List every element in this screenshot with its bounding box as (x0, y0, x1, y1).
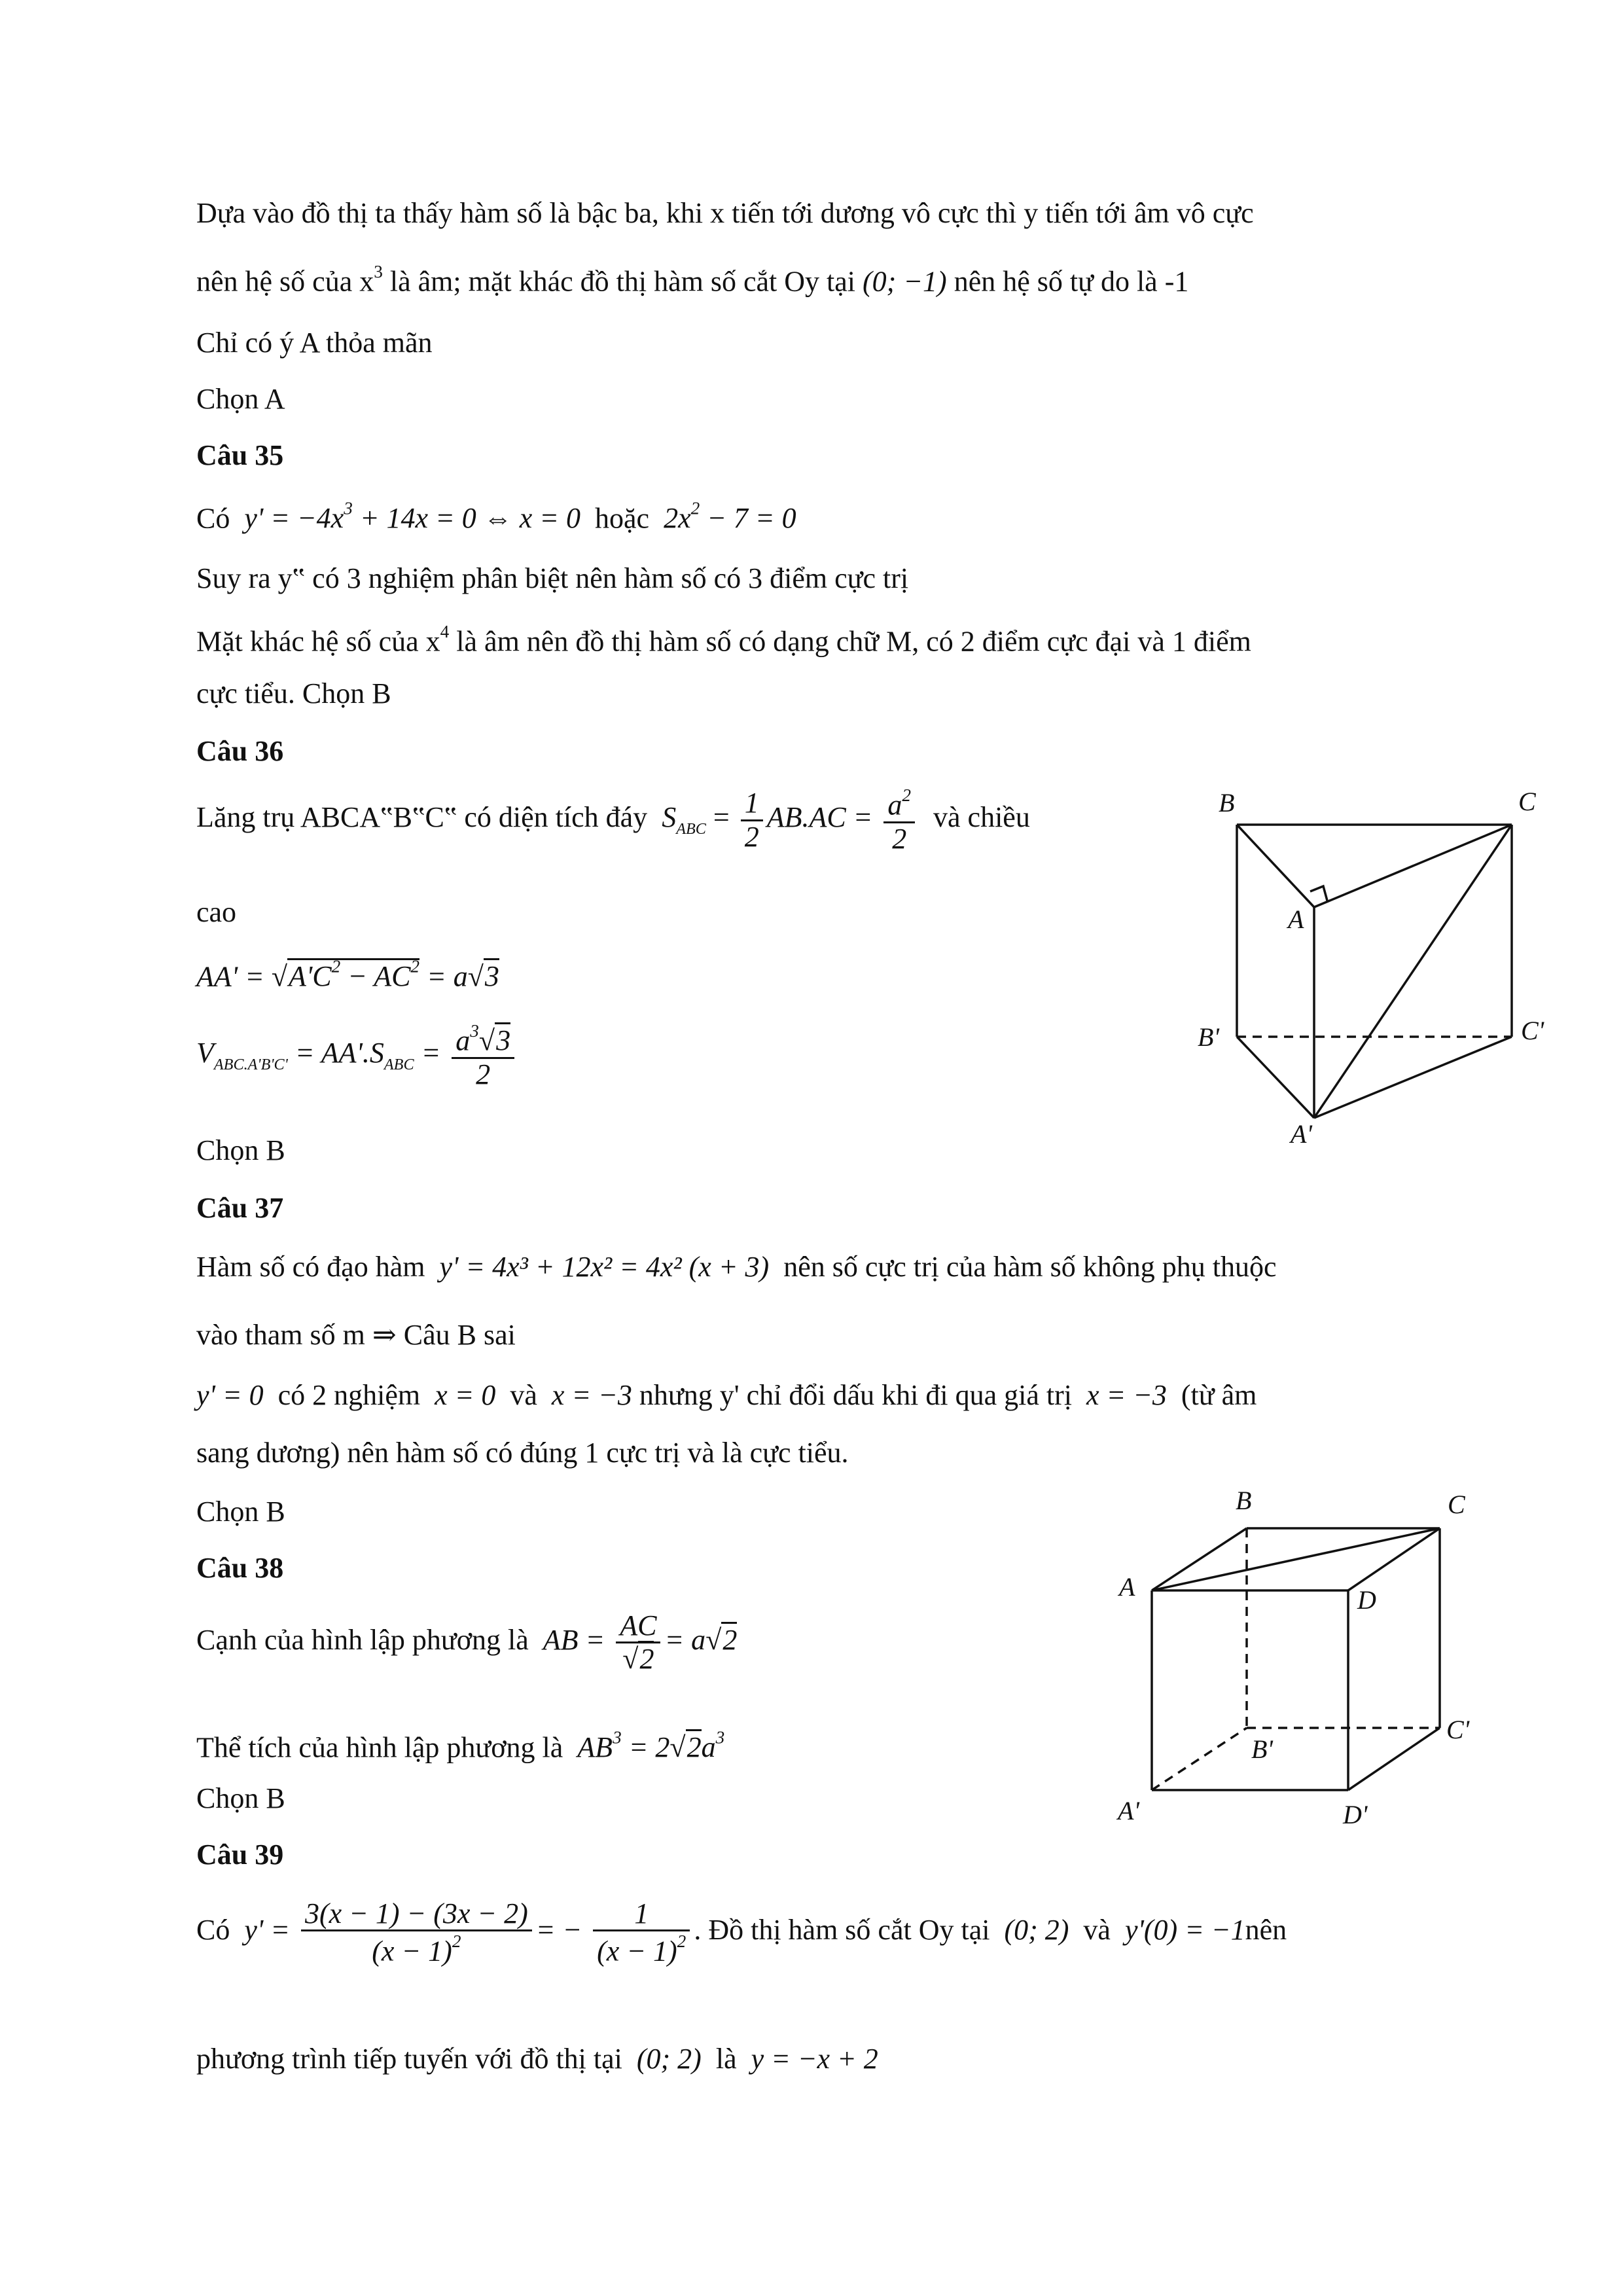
q37-line-4: sang dương) nên hàm số có đúng 1 cực trị và là cực tiểu. (196, 1437, 849, 1469)
label-A-prime: A' (1291, 1119, 1312, 1145)
q37-line-2: vào tham số m ⇒ Câu B sai (196, 1319, 516, 1351)
q35-line-3: Mặt khác hệ số của $x^4$ là âm nên đồ thị hàm số có dạng chữ M, có 2 điểm cực đại và 1 điểm (196, 622, 1251, 658)
q36-height-formula: $AA' = √A'C^2 - AC^2 = a√3$ (196, 957, 499, 993)
label-B: B (1236, 1486, 1252, 1515)
q38-choose: Chọn B (196, 1782, 285, 1814)
q38-title: Câu 38 (196, 1552, 284, 1584)
label-C-prime: C' (1521, 1016, 1544, 1045)
edge-BA (1237, 825, 1314, 907)
q35-line-4: cực tiểu. Chọn B (196, 677, 391, 709)
label-C: C (1448, 1490, 1465, 1519)
edge-A'C' (1314, 1037, 1512, 1118)
prism-figure (1191, 779, 1558, 1145)
label-C-prime: C' (1446, 1715, 1470, 1744)
q36-line-2: cao (196, 896, 237, 928)
q38-line-1: Cạnh của hình lập phương là AB = $\frac{AC}{√2}$ = a√2 (196, 1609, 738, 1676)
label-A: A (1119, 1572, 1135, 1602)
edge-B'A' (1237, 1037, 1314, 1118)
label-D-prime: D' (1343, 1800, 1368, 1829)
label-B: B (1219, 788, 1235, 817)
q35-line-2: Suy ra y‟ có 3 nghiệm phân biệt nên hàm số có 3 điểm cực trị (196, 562, 909, 594)
intro-choose: Chọn A (196, 383, 285, 415)
q37-choose: Chọn B (196, 1496, 285, 1528)
right-angle-mark (1310, 886, 1327, 901)
edge-AC (1314, 825, 1512, 907)
label-C: C (1518, 787, 1536, 816)
q39-title: Câu 39 (196, 1839, 284, 1871)
intro-line-3: Chỉ có ý A thỏa mãn (196, 327, 433, 359)
label-B-prime: B' (1251, 1734, 1273, 1764)
q39-line-2: phương trình tiếp tuyến với đồ thị tại (0; 2) là y = −x + 2 (196, 2043, 878, 2075)
q36-choose: Chọn B (196, 1134, 285, 1166)
q36-line-1: Lăng trụ ABCA‟B‟C‟ có diện tích đáy $S_{ABC}$ = $\frac{1}{2}$ AB.AC = $\frac{a^2}{2}$ và chiều (196, 785, 1030, 855)
q37-line-1: Hàm số có đạo hàm y' = 4x³ + 12x² = 4x² (x + 3) nên số cực trị của hàm số không phụ thuộc (196, 1251, 1277, 1283)
q37-title: Câu 37 (196, 1192, 284, 1224)
q38-line-2: Thể tích của hình lập phương là $AB^3 = 2√2a^3$ (196, 1728, 725, 1764)
label-D: D (1357, 1585, 1376, 1615)
q37-line-3: y' = 0 có 2 nghiệm x = 0 và x = −3 nhưng y' chỉ đổi dấu khi đi qua giá trị x = −3 (từ âm (196, 1379, 1257, 1411)
diagonal-A'C (1314, 825, 1512, 1118)
intro-line-1: Dựa vào đồ thị ta thấy hàm số là bậc ba, khi x tiến tới dương vô cực thì y tiến tới âm vô cực (196, 197, 1254, 229)
q39-line-1: Có y' = $\frac{3(x - 1) - (3x - 2)}{(x - 1)^2}$ = − $\frac{1}{(x - 1)^2}$ . Đồ thị hàm số cắt Oy tại (0; 2) và y'(0) = −1nên (196, 1897, 1287, 1967)
q36-volume-formula: $V_{ABC.A'B'C'} = AA'.S_{ABC}$ = $\frac{a^3√3}{2}$ (196, 1021, 518, 1090)
q36-title: Câu 36 (196, 735, 284, 767)
edge-A'B'-hidden (1152, 1728, 1247, 1790)
q35-title: Câu 35 (196, 439, 284, 471)
intro-line-2: nên hệ số của $x^3$ là âm; mặt khác đồ thị hàm số cắt Oy tại (0; −1) nên hệ số tự do là -1 (196, 262, 1189, 298)
q35-equation: Có $y' = -4x^3 + 14x = 0$ ⇔ x = 0 hoặc $2x^2 - 7 = 0$ (196, 499, 796, 535)
edge-D'C' (1348, 1728, 1440, 1790)
label-A: A (1288, 905, 1304, 934)
diagonal-AC (1152, 1528, 1440, 1590)
cube-figure (1099, 1473, 1518, 1852)
label-B-prime: B' (1198, 1022, 1219, 1052)
label-A-prime: A' (1118, 1796, 1139, 1825)
